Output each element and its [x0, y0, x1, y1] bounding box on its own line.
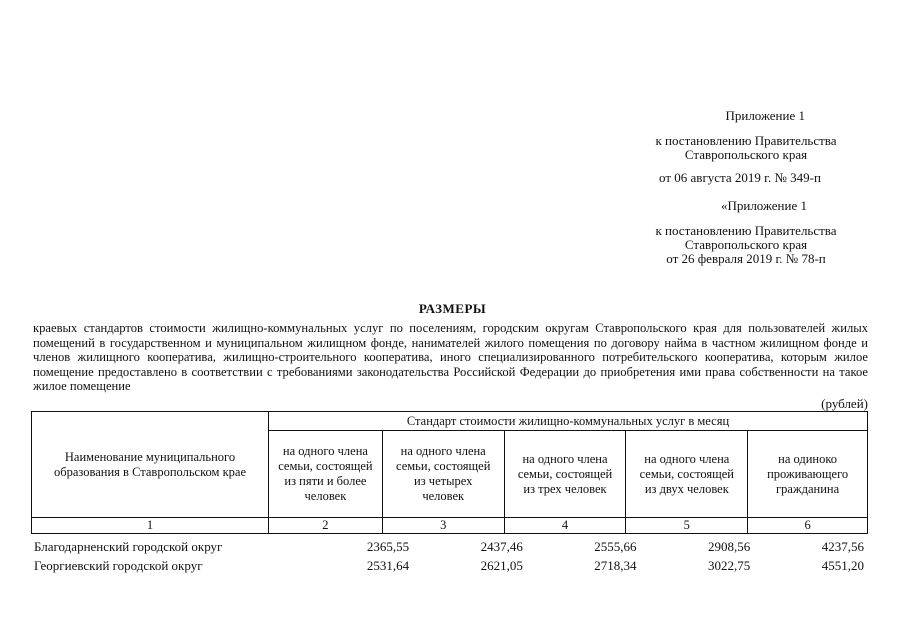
decree-line: от 26 февраля 2019 г. № 78-п: [666, 251, 826, 266]
document-title: РАЗМЕРЫ: [418, 301, 487, 316]
municipality-name: Благодарненский городской округ: [34, 538, 223, 554]
column-header: на одного члена семьи, состоящей из четырех человек: [382, 431, 504, 518]
municipality-name: Георгиевский городской округ: [34, 557, 203, 573]
column-number: 4: [504, 518, 626, 534]
table-cell: 2365,55: [366, 538, 410, 554]
decree-line: Ставропольского края: [684, 237, 808, 252]
table-cell: 3022,75: [708, 557, 751, 573]
table-cell: 4237,56: [821, 538, 864, 554]
column-header: на одного члена семьи, состоящей из двух человек: [626, 431, 748, 518]
decree-reference: [631, 134, 861, 162]
table-cell: 4551,20: [821, 557, 864, 573]
column-header: на одиноко проживающего гражданина: [748, 431, 868, 518]
column-header: на одного члена семьи, состоящей из трех человек: [504, 431, 626, 518]
table-cell: 2621,05: [480, 557, 523, 573]
decree-date: от 06 августа 2019 г. № 349-п: [659, 170, 821, 185]
column-number: 1: [32, 518, 269, 534]
table-cell: 2555,66: [594, 538, 637, 554]
municipality-column-header: Наименование муниципального образования в Ставропольском крае: [32, 412, 269, 518]
decree-line: к постановлению Правительства: [655, 133, 837, 148]
document-subtitle: краевых стандартов стоимости жилищно-коммунальных услуг по поселениям, городским округам Ставропольского края для пользователей жилых помещений в государственном и муниципальном жилищном фонде, нанимателей жилого помещения по договору найма в частном жилищном фонде и членов жилищного кооператива, жилищно-строительного кооператива, иного специализированного потребительского кооператива, которым жилое помещение предоставлено в соответствии с требованиями законодательства Российской Федерации до приобретения ими права собственности на такое жилое помещение: [33, 321, 868, 393]
column-number: 3: [382, 518, 504, 534]
column-number: 2: [269, 518, 383, 534]
appendix-label: Приложение 1: [725, 108, 805, 123]
table-cell: 2718,34: [594, 557, 637, 573]
table-row: [34, 556, 864, 575]
decree-line: к постановлению Правительства: [655, 223, 837, 238]
units-label: (рублей): [821, 396, 868, 411]
group-column-header: Стандарт стоимости жилищно-коммунальных услуг в месяц: [269, 412, 868, 431]
table-cell: 2531,64: [366, 557, 410, 573]
original-decree-reference: [631, 224, 861, 266]
table-cell: 2908,56: [708, 538, 751, 554]
decree-line: Ставропольского края: [684, 147, 808, 162]
column-number: 6: [748, 518, 868, 534]
original-appendix-label: «Приложение 1: [720, 198, 807, 213]
table-row: [34, 537, 864, 556]
column-number: 5: [626, 518, 748, 534]
column-header: на одного члена семьи, состоящей из пяти и более человек: [269, 431, 383, 518]
standards-table-header: [31, 411, 868, 534]
table-cell: 2437,46: [480, 538, 523, 554]
